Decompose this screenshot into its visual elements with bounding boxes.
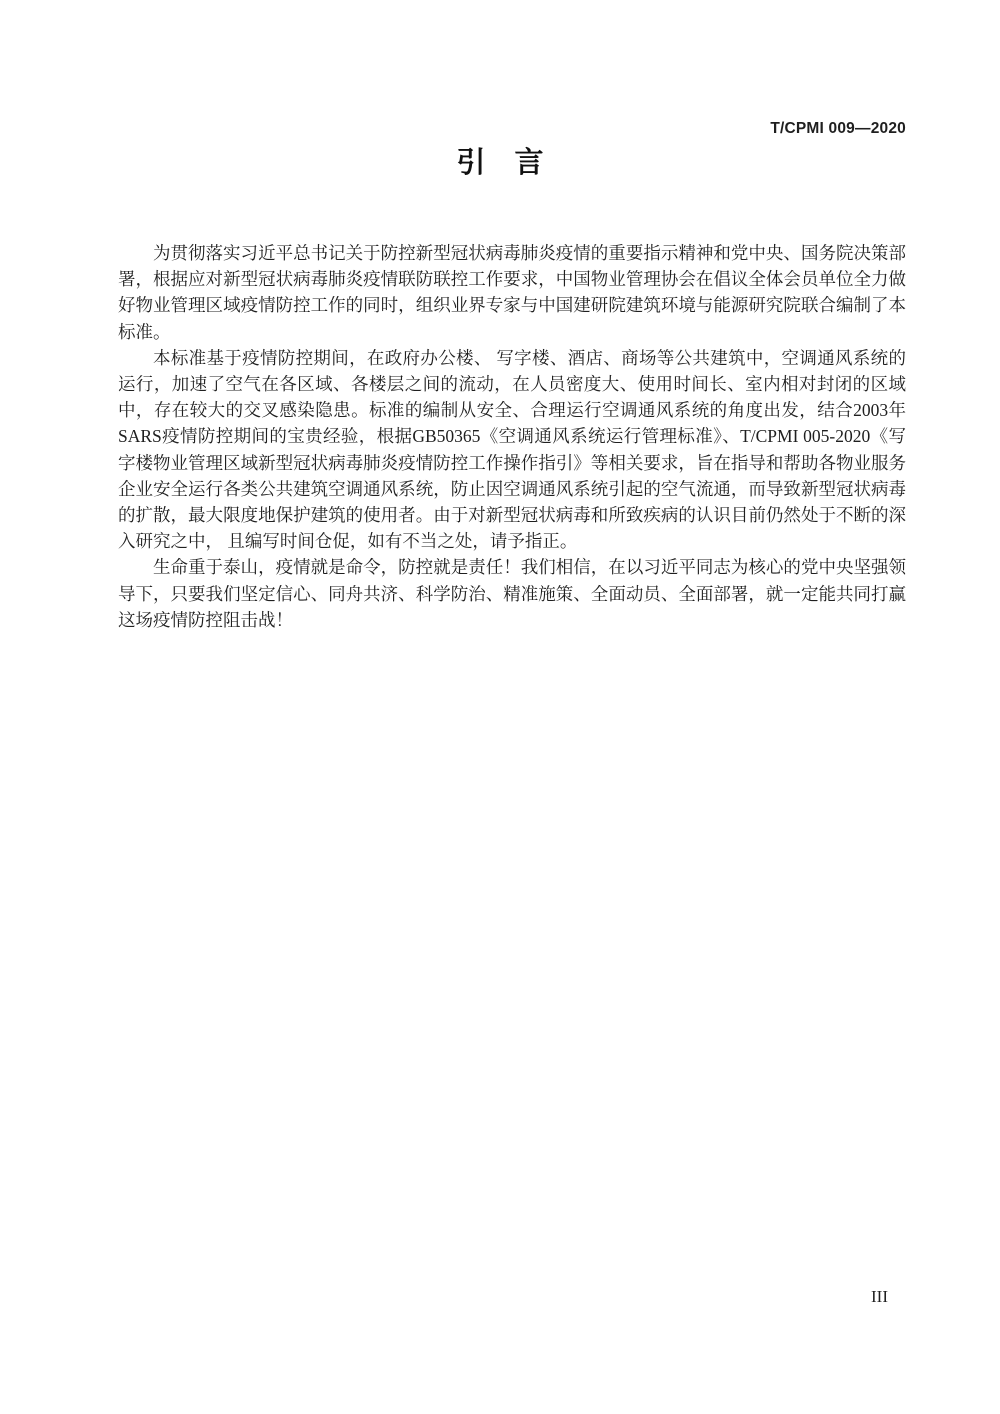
page-title: 引 言 (456, 147, 544, 179)
page-number: III (871, 1287, 888, 1306)
paragraph-2: 本标准基于疫情防控期间，在政府办公楼、 写字楼、酒店、商场等公共建筑中，空调通风系统的运行，加速了空气在各区域、各楼层之间的流动，在人员密度大、使用时间长、室内相对封闭的区域中，存在较大的交叉感染隐患。标准的编制从安全、合理运行空调通风系统的角度出发，结合2003年SARS疫情防控期间的宝贵经验，根据GB50365《空调通风系统运行管理标准》、T/CPMI 005-2020《写字楼物业管理区域新型冠状病毒肺炎疫情防控工作操作指引》等相关要求，旨在指导和帮助各物业服务企业安全运行各类公共建筑空调通风系统，防止因空调通风系统引起的空气流通，而导致新型冠状病毒的扩散，最大限度地保护建筑的使用者。由于对新型冠状病毒和所致疾病的认识目前仍然处于不断的深入研究之中， 且编写时间仓促，如有不当之处，请予指正。 (118, 347, 906, 552)
standard-number: T/CPMI 009—2020 (770, 120, 906, 137)
document-body (118, 240, 906, 633)
paragraph-3: 生命重于泰山，疫情就是命令，防控就是责任！我们相信，在以习近平同志为核心的党中央坚强领导下，只要我们坚定信心、同舟共济、科学防治、精准施策、全面动员、全面部署，就一定能共同打赢这场疫情防控阻击战！ (118, 557, 906, 630)
paragraph-1: 为贯彻落实习近平总书记关于防控新型冠状病毒肺炎疫情的重要指示精神和党中央、国务院决策部署，根据应对新型冠状病毒肺炎疫情联防联控工作要求，中国物业管理协会在倡议全体会员单位全力做好物业管理区域疫情防控工作的同时，组织业界专家与中国建研院建筑环境与能源研究院联合编制了本标准。 (118, 243, 906, 342)
